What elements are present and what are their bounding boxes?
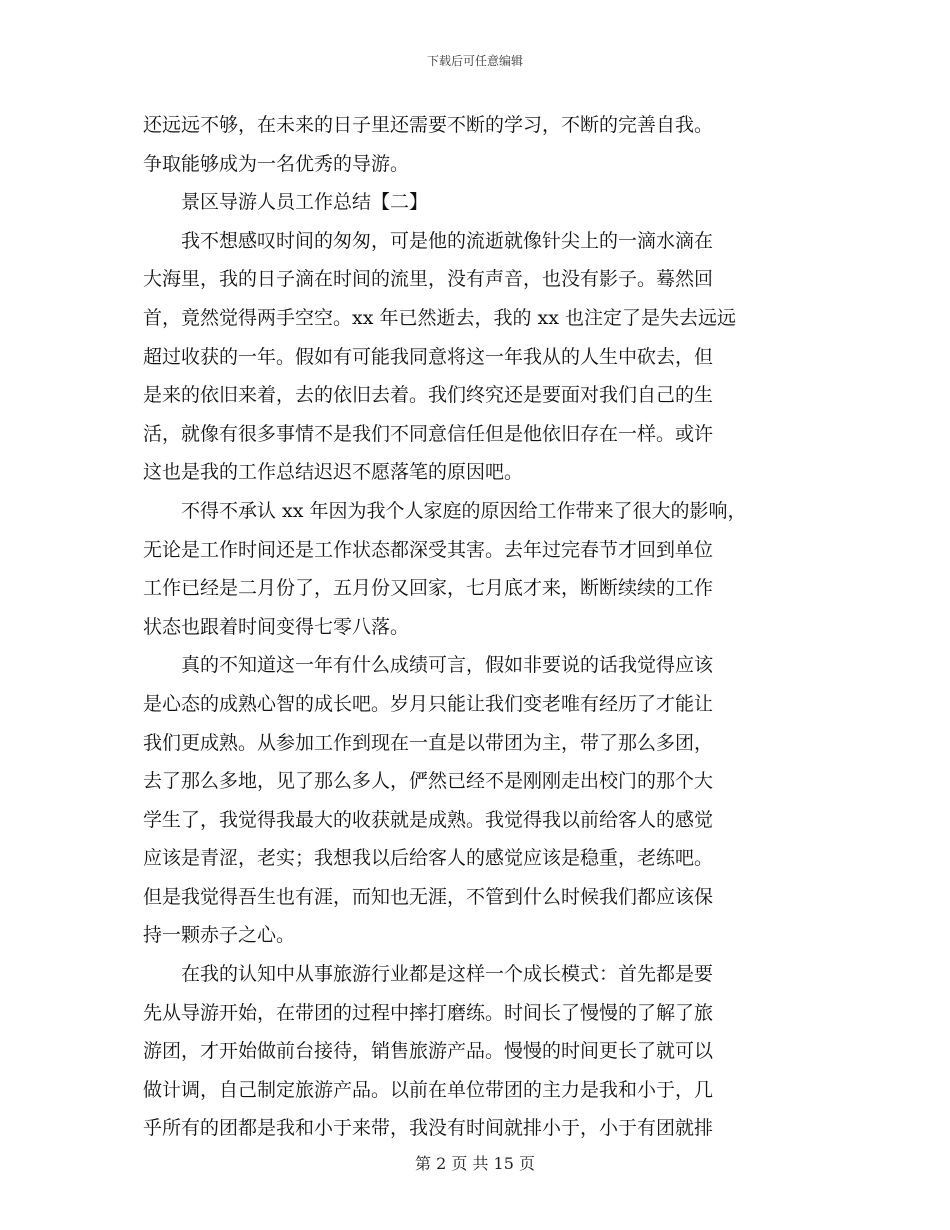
text-line: 去了那么多地，见了那么多人，俨然已经不是刚刚走出校门的那个大 (143, 770, 714, 793)
text-line: 还远远不够，在未来的日子里还需要不断的学习，不断的完善自我。 (143, 114, 714, 136)
text-line: 先从导游开始，在带团的过程中摔打磨练。时间长了慢慢的了解了旅 (143, 1001, 714, 1024)
text-line: 但是我觉得吾生也有涯，而知也无涯，不管到什么时候我们都应该保 (143, 885, 714, 908)
text-line: 工作已经是二月份了，五月份又回家，七月底才来，断断续续的工作 (143, 577, 714, 600)
text-line: 做计调，自己制定旅游产品。以前在单位带团的主力是我和小于，几 (143, 1078, 714, 1101)
text-line: 乎所有的团都是我和小于来带，我没有时间就排小于，小于有团就排 (143, 1117, 714, 1140)
text-line: 我不想感叹时间的匆匆，可是他的流逝就像针尖上的一滴水滴在 (143, 229, 714, 252)
section-heading: 景区导游人员工作总结【二】 (143, 191, 429, 214)
text-line: 真的不知道这一年有什么成绩可言，假如非要说的话我觉得应该 (143, 654, 714, 677)
text-line: 是来的依旧来着，去的依旧去着。我们终究还是要面对我们自己的生 (143, 384, 714, 407)
text-line: 持一颗赤子之心。 (143, 924, 296, 947)
text-line: 学生了，我觉得我最大的收获就是成熟。我觉得我以前给客人的感觉 (143, 808, 714, 831)
text-line: 这也是我的工作总结迟迟不愿落笔的原因吧。 (143, 461, 524, 484)
document-body (143, 106, 803, 1148)
text-line: 争取能够成为一名优秀的导游。 (143, 152, 410, 175)
page-number: 第 2 页 共 15 页 (415, 1154, 535, 1173)
text-line: 首，竟然觉得两手空空。xx 年已然逝去，我的 xx 也注定了是失去远远 (143, 306, 736, 329)
text-line: 无论是工作时间还是工作状态都深受其害。去年过完春节才回到单位 (143, 538, 714, 561)
text-line: 在我的认知中从事旅游行业都是这样一个成长模式：首先都是要 (143, 963, 714, 986)
text-line: 超过收获的一年。假如有可能我同意将这一年我从的人生中砍去，但 (143, 345, 714, 368)
text-line: 我们更成熟。从参加工作到现在一直是以带团为主，带了那么多团， (143, 731, 714, 754)
text-line: 是心态的成熟心智的成长吧。岁月只能让我们变老唯有经历了才能让 (143, 692, 714, 715)
text-line: 状态也跟着时间变得七零八落。 (143, 615, 410, 638)
page-header-note: 下载后可任意编辑 (426, 54, 523, 68)
text-line: 应该是青涩，老实；我想我以后给客人的感觉应该是稳重，老练吧。 (143, 847, 714, 870)
text-line: 游团，才开始做前台接待，销售旅游产品。慢慢的时间更长了就可以 (143, 1040, 714, 1063)
text-line: 不得不承认 xx 年因为我个人家庭的原因给工作带来了很大的影响， (143, 499, 747, 522)
text-line: 大海里，我的日子滴在时间的流里，没有声音，也没有影子。蓦然回 (143, 268, 714, 291)
text-line: 活，就像有很多事情不是我们不同意信任但是他依旧存在一样。或许 (143, 422, 714, 445)
